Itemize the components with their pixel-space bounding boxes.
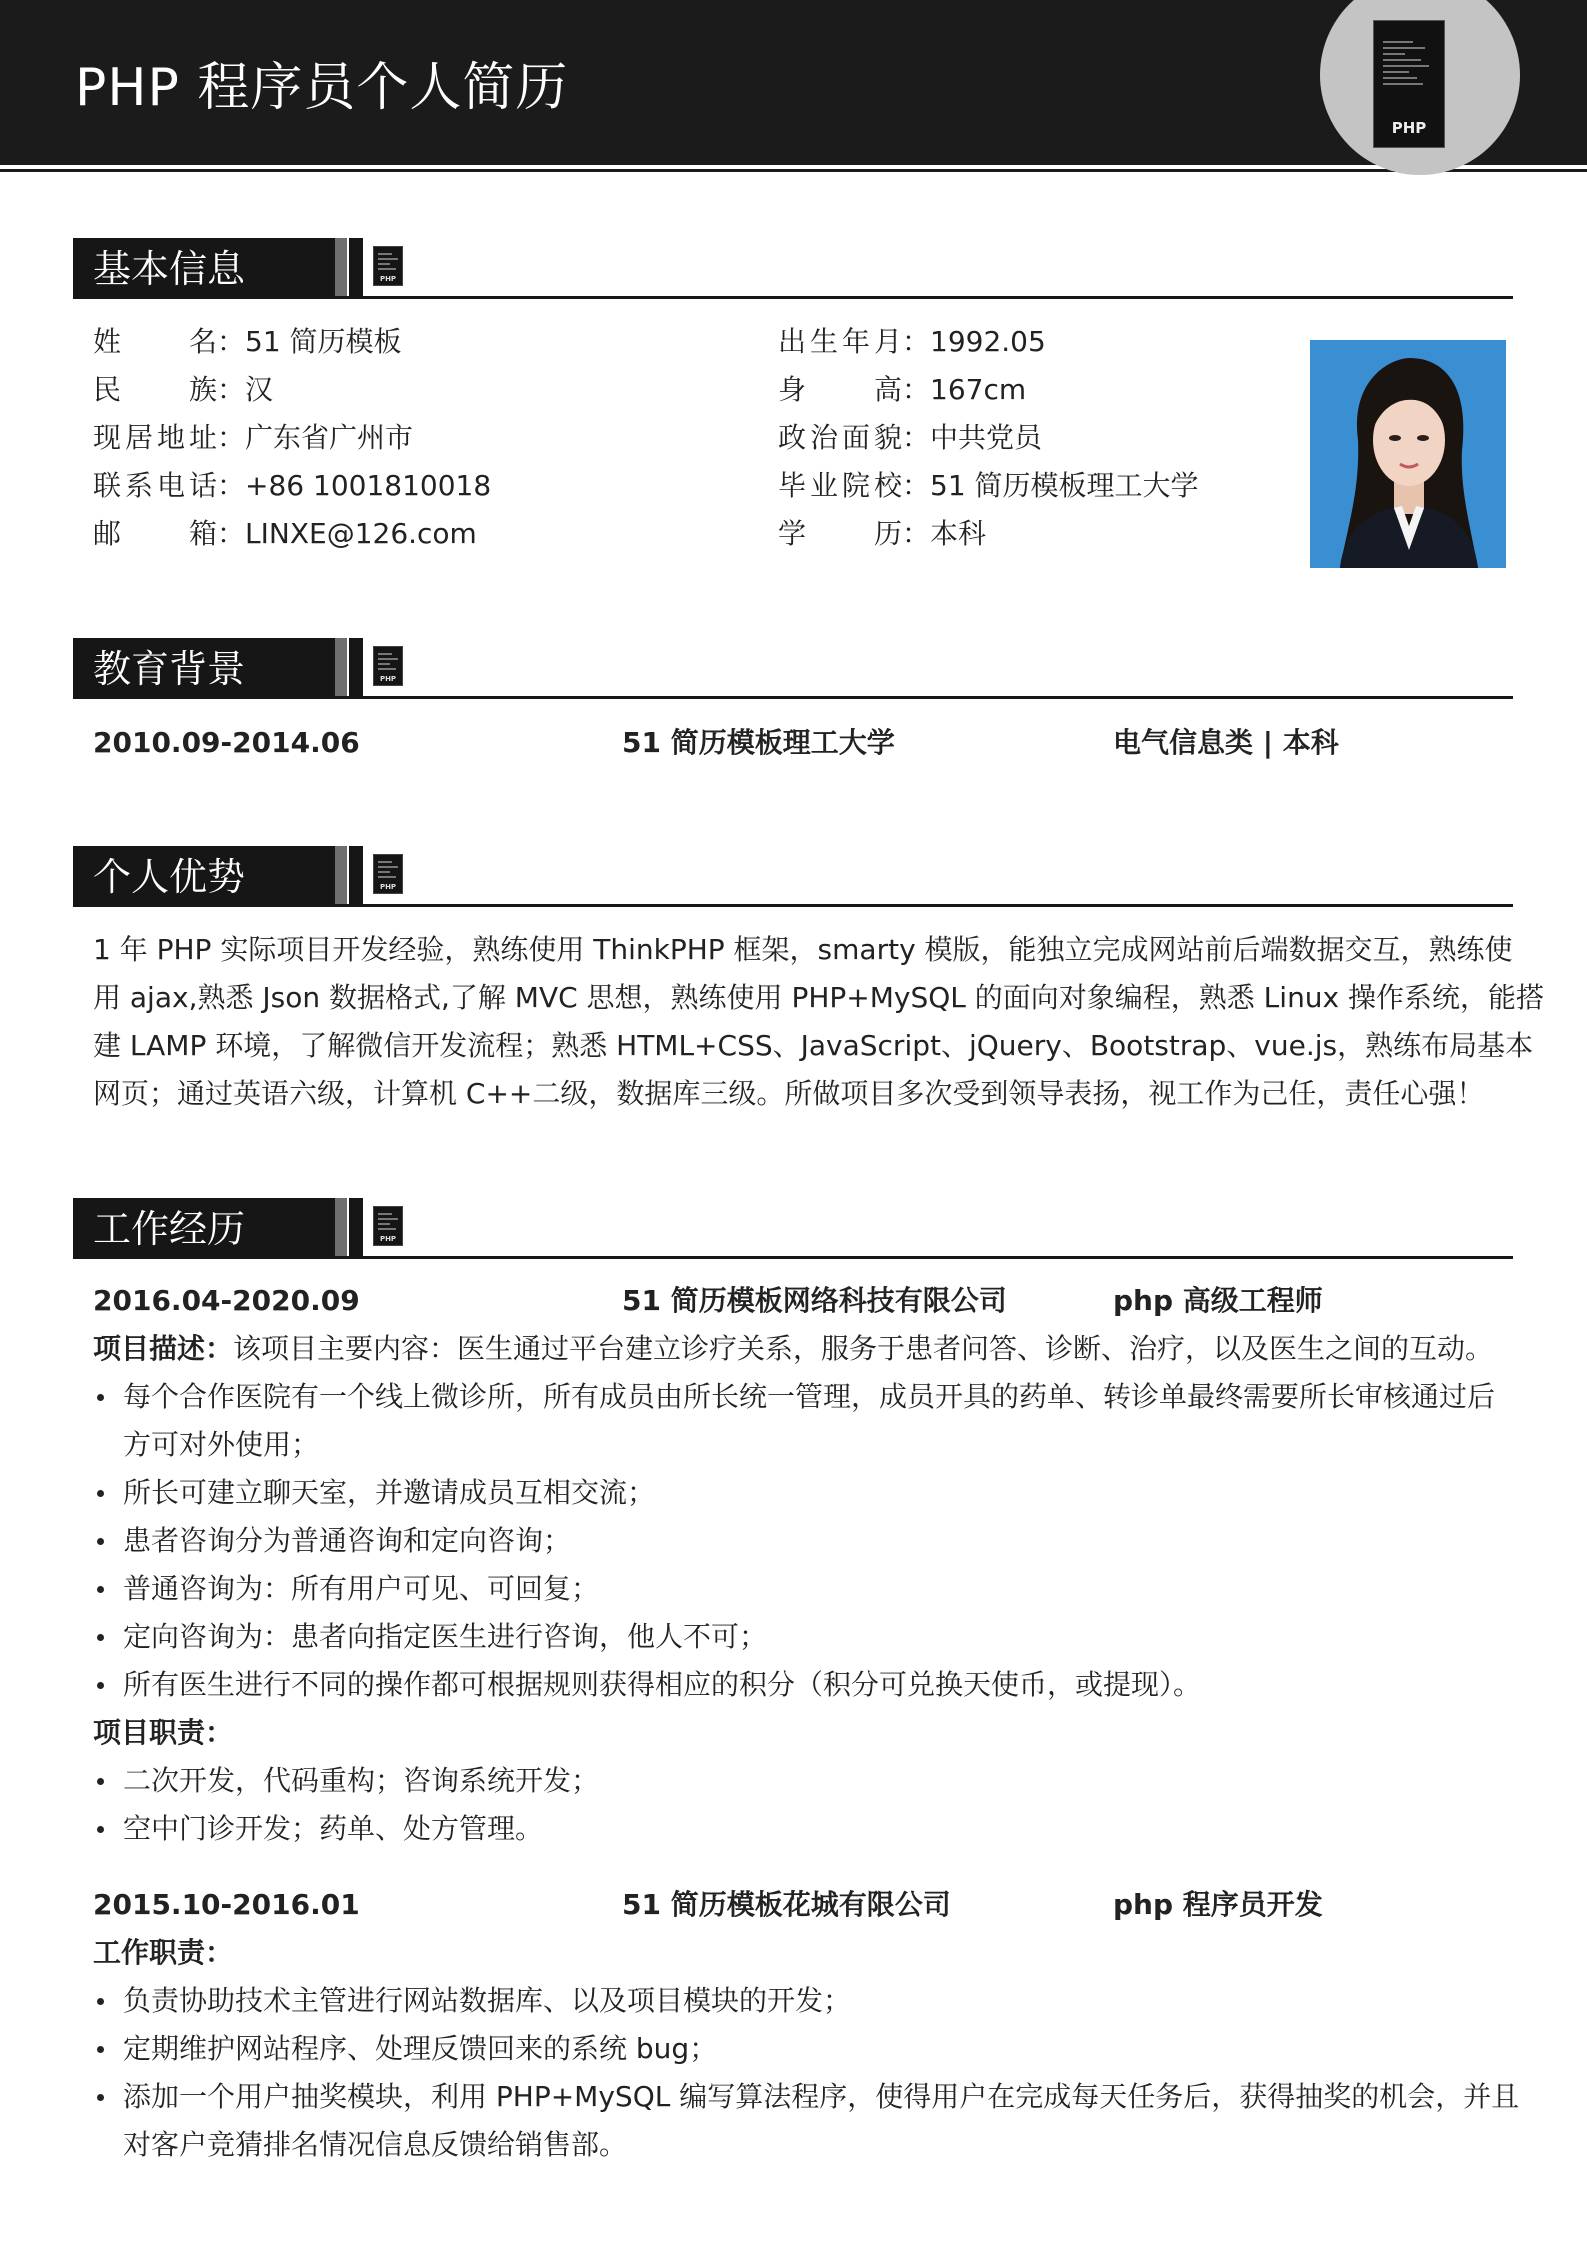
section-work: [73, 1198, 1513, 1260]
info-height: 身高：167cm: [778, 366, 1026, 414]
list-item: 所长可建立聊天室，并邀请成员互相交流；: [93, 1469, 1508, 1517]
info-value: 51 简历模板理工大学: [930, 469, 1199, 502]
section-title: 工作经历: [93, 1207, 246, 1251]
strengths-paragraph: [93, 926, 1545, 1118]
info-label: 民族: [93, 373, 217, 406]
education-period: 2010.09-2014.06: [93, 726, 360, 759]
file-icon: PHP: [373, 854, 403, 894]
header-divider: [0, 169, 1587, 172]
list-item: 二次开发，代码重构；咨询系统开发；: [93, 1757, 1508, 1805]
list-item: 负责协助技术主管进行网站数据库、以及项目模块的开发；: [93, 1977, 1508, 2025]
info-label: 邮箱: [93, 517, 217, 550]
info-value: 中共党员: [930, 421, 1043, 454]
info-ethnicity: 民族：汉: [93, 366, 273, 414]
php-file-icon: [1373, 20, 1445, 148]
info-school: 毕业院校：51 简历模板理工大学: [778, 462, 1199, 510]
info-value: LINXE@126.com: [245, 517, 477, 550]
job1-bullet-list: [93, 1373, 1508, 1709]
section-rule: [73, 1256, 1513, 1259]
info-phone: 联系电话：+86 1001810018: [93, 462, 491, 510]
info-value: 167cm: [930, 373, 1027, 406]
strengths-line: 建 LAMP 环境，了解微信开发流程；熟悉 HTML+CSS、JavaScript、jQuery、Bootstrap、vue.js，熟练布局基本: [93, 1029, 1534, 1062]
list-item-continuation: 方可对外使用；: [123, 1428, 320, 1461]
section-heading: [73, 1198, 1513, 1260]
profile-photo: [1310, 340, 1506, 568]
page-title: PHP 程序员个人简历: [75, 58, 569, 118]
info-value: 51 简历模板: [245, 325, 402, 358]
section-heading: [73, 846, 1513, 908]
info-label: 联系电话: [93, 469, 217, 502]
job2-duty-list: [93, 1977, 1520, 2169]
info-label: 身高: [778, 373, 902, 406]
info-label: 学历: [778, 517, 902, 550]
section-rule: [73, 696, 1513, 699]
section-heading: [73, 238, 1513, 300]
info-value: 本科: [930, 517, 987, 550]
section-title: 教育背景: [93, 647, 246, 691]
job2-company: 51 简历模板花城有限公司: [622, 1888, 951, 1921]
list-item: 空中门诊开发；药单、处方管理。: [93, 1805, 1508, 1853]
info-value: +86 1001810018: [245, 469, 492, 502]
info-name: 姓名：51 简历模板: [93, 318, 402, 366]
list-item: 每个合作医院有一个线上微诊所，所有成员由所长统一管理，成员开具的药单、转诊单最终需要所长审核通过后: [93, 1373, 1508, 1421]
info-email: 邮箱：LINXE@126.com: [93, 510, 477, 558]
job2-position: php 程序员开发: [1113, 1888, 1323, 1921]
list-item: 定期维护网站程序、处理反馈回来的系统 bug；: [93, 2025, 1508, 2073]
info-value: 汉: [245, 373, 274, 406]
file-icon: PHP: [373, 246, 403, 286]
job1-position: php 高级工程师: [1113, 1284, 1323, 1317]
job1-desc-text: 该项目主要内容：医生通过平台建立诊疗关系，服务于患者问答、诊断、治疗，以及医生之间的互动。: [233, 1332, 1494, 1365]
education-school: 51 简历模板理工大学: [622, 726, 895, 759]
section-rule: [73, 296, 1513, 299]
list-item: 所有医生进行不同的操作都可根据规则获得相应的积分（积分可兑换天使币，或提现）。: [93, 1661, 1508, 1709]
info-political: 政治面貌：中共党员: [778, 414, 1042, 462]
section-rule: [73, 904, 1513, 907]
job1-duty-list: [93, 1757, 1508, 1853]
logo-label: PHP: [1391, 119, 1427, 137]
info-label: 出生年月: [778, 325, 902, 358]
list-item: 定向咨询为：患者向指定医生进行咨询，他人不可；: [93, 1613, 1508, 1661]
section-strengths: [73, 846, 1513, 908]
section-title: 个人优势: [93, 855, 246, 899]
list-item: 患者咨询分为普通咨询和定向咨询；: [93, 1517, 1508, 1565]
job2-period: 2015.10-2016.01: [93, 1888, 360, 1921]
info-value: 广东省广州市: [245, 421, 414, 454]
info-label: 政治面貌: [778, 421, 902, 454]
job1-duty-label: 项目职责：: [93, 1716, 234, 1749]
job1-desc-label: 项目描述：: [93, 1332, 234, 1365]
strengths-line: 用 ajax,熟悉 Json 数据格式,了解 MVC 思想，熟练使用 PHP+MySQL 的面向对象编程，熟悉 Linux 操作系统，能搭: [93, 981, 1545, 1014]
info-address: 现居地址：广东省广州市: [93, 414, 413, 462]
info-label: 毕业院校: [778, 469, 902, 502]
education-major: 电气信息类 | 本科: [1113, 726, 1339, 759]
list-item-continuation: 对客户竞猜排名情况信息反馈给销售部。: [123, 2128, 628, 2161]
info-birth: 出生年月：1992.05: [778, 318, 1046, 366]
list-item: 添加一个用户抽奖模块，利用 PHP+MySQL 编写算法程序，使得用户在完成每天任务后，获得抽奖的机会，并且: [93, 2073, 1508, 2121]
section-heading: [73, 638, 1513, 700]
info-value: 1992.05: [930, 325, 1046, 358]
info-label: 姓名: [93, 325, 217, 358]
job1-description: [93, 1325, 1508, 1373]
section-basic-info: [73, 238, 1513, 300]
strengths-line: 网页；通过英语六级，计算机 C++二级，数据库三级。所做项目多次受到领导表扬，视工作为己任，责任心强！: [93, 1077, 1485, 1110]
list-item: 普通咨询为：所有用户可见、可回复；: [93, 1565, 1508, 1613]
info-label: 现居地址: [93, 421, 217, 454]
job1-company: 51 简历模板网络科技有限公司: [622, 1284, 1007, 1317]
section-title: 基本信息: [93, 247, 246, 291]
info-degree: 学历：本科: [778, 510, 986, 558]
job2-duty-label: 工作职责：: [93, 1936, 234, 1969]
file-icon: PHP: [373, 1206, 403, 1246]
job1-period: 2016.04-2020.09: [93, 1284, 360, 1317]
strengths-line: 1 年 PHP 实际项目开发经验，熟练使用 ThinkPHP 框架，smarty 模版，能独立完成网站前后端数据交互，熟练使: [93, 933, 1513, 966]
file-icon: PHP: [373, 646, 403, 686]
section-education: [73, 638, 1513, 700]
